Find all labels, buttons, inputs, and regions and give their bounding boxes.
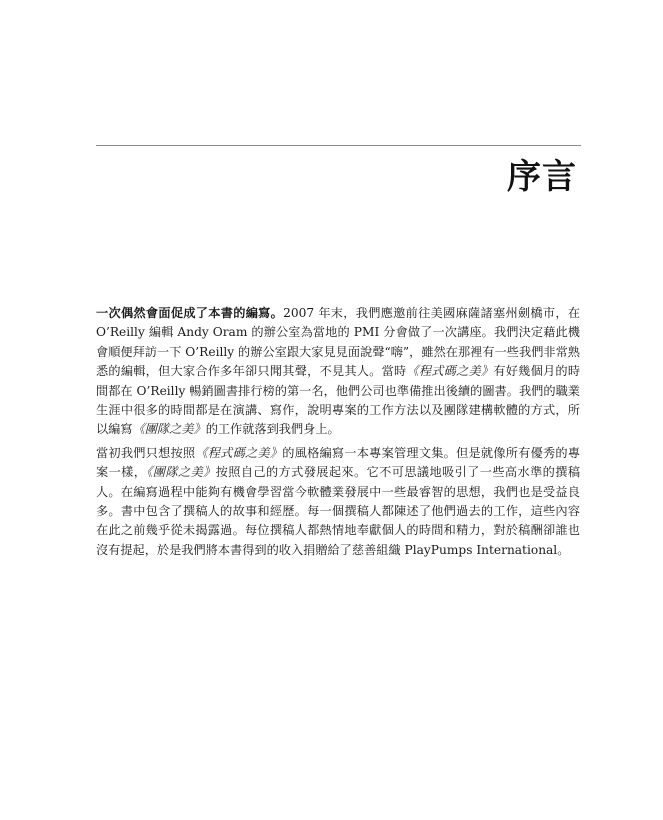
text-segment: 的工作就落到我們身上。	[205, 422, 340, 437]
chapter-title: 序言	[507, 157, 577, 197]
text-segment: 當初我們只想按照	[96, 445, 196, 460]
text-segment: 的風格編寫一本專案管理文集。但是就像所有優秀的專案一樣，	[96, 445, 581, 480]
book-title-beautiful-teams: 《團隊之美》	[146, 465, 216, 480]
paragraph-2	[96, 444, 580, 560]
book-title-beautiful-code: 《程式碼之美》	[406, 364, 494, 379]
lead-in-sentence: 一次偶然會面促成了本書的編寫。	[96, 306, 284, 320]
text-segment: 有好幾個月的時間都在 O’Reilly 暢銷圖書排行榜的第一名，他們公司也準備推出後續的圖書。我們的職業生涯中很多的時間都是在演講、寫作，說明專案的工作方法以及團隊建構軟體的方式，所以編寫	[96, 364, 581, 437]
paragraph-1	[96, 304, 580, 440]
book-title-beautiful-teams: 《團隊之美》	[132, 422, 206, 437]
book-title-beautiful-code: 《程式碼之美》	[195, 445, 283, 460]
preface-body	[96, 304, 580, 564]
text-segment: 2007 年末，我們應邀前往美國麻薩諸塞州劍橋市，在 O’Reilly 編輯 Andy Oram 的辦公室為當地的 PMI 分會做了一次講座。我們決定藉此機會順便拜訪一下 O’Reilly 的辦公室跟大家見見面說聲“嗨”，雖然在那裡有一些我們非常熟悉的編輯，但大家合作多年卻只聞其聲，不見其人。當時	[96, 306, 581, 379]
text-segment: 按照自己的方式發展起來。它不可思議地吸引了一些高水準的撰稿人。在編寫過程中能夠有機會學習當今軟體業發展中一些最睿智的思想，我們也是受益良多。書中包含了撰稿人的故事和經歷。每一個撰稿人都陳述了他們過去的工作，這些內容在此之前幾乎從未揭露過。每位撰稿人都熱情地奉獻個人的時間和精力，對於稿酬卻誰也沒有提起，於是我們將本書得到的收入捐贈給了慈善組織 PlayPumps International。	[96, 465, 581, 557]
chapter-divider-rule	[96, 145, 581, 146]
